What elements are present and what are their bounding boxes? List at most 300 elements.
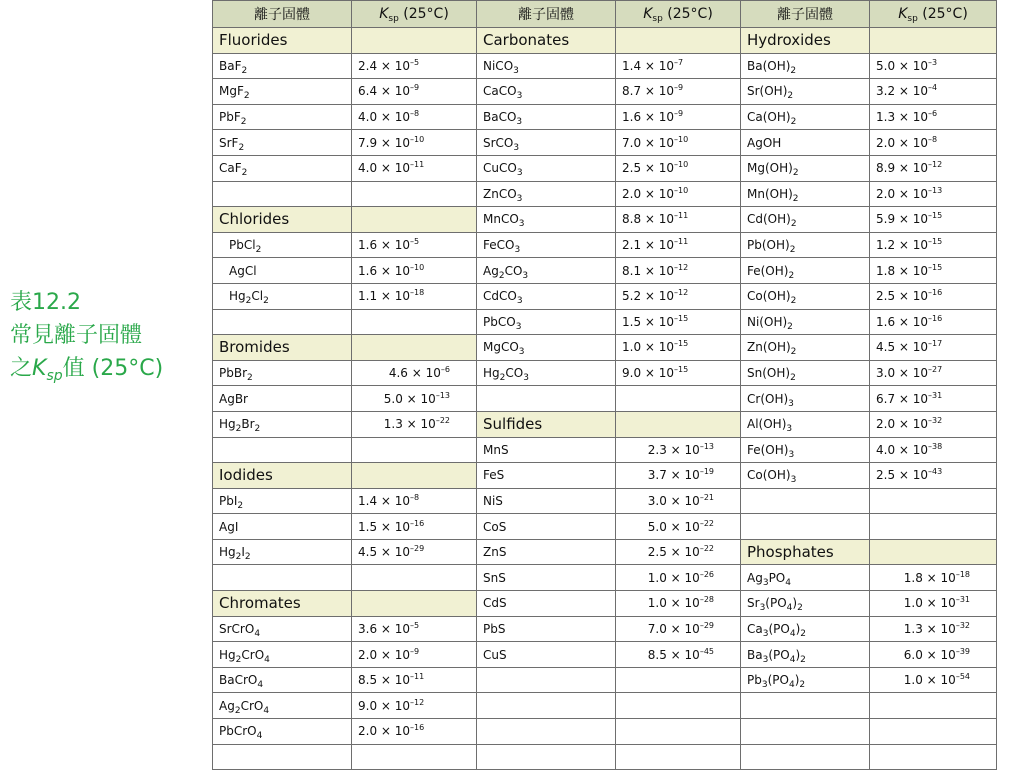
ksp-mantissa: 2.5 bbox=[876, 289, 896, 304]
ksp-exponent: –4 bbox=[928, 83, 938, 93]
compound-formula bbox=[213, 386, 352, 412]
times-sign: × 10 bbox=[922, 596, 956, 611]
empty-cell bbox=[213, 309, 352, 335]
ksp-mantissa: 6.7 bbox=[876, 391, 896, 406]
formula-part: ) bbox=[792, 596, 798, 611]
times-sign: × 10 bbox=[641, 314, 675, 329]
caption-suffix: 值 (25°C) bbox=[62, 356, 164, 381]
formula-subscript: 2 bbox=[241, 65, 248, 76]
ksp-value bbox=[870, 283, 997, 309]
empty-cell bbox=[741, 693, 870, 719]
ksp-temp: (25°C) bbox=[398, 6, 449, 22]
compound-formula bbox=[213, 539, 352, 565]
formula-part: Sr bbox=[747, 596, 760, 611]
ksp-exponent: –32 bbox=[955, 620, 970, 630]
times-sign: × 10 bbox=[666, 493, 700, 508]
formula-subscript: 2 bbox=[245, 296, 252, 307]
ksp-exponent: –26 bbox=[699, 569, 714, 579]
formula-subscript: 3 bbox=[518, 347, 525, 358]
formula-part: ) bbox=[794, 673, 800, 688]
compound-formula bbox=[477, 565, 616, 591]
formula-part: Hg bbox=[219, 545, 236, 560]
ksp-mantissa: 1.6 bbox=[358, 263, 378, 278]
empty-cell bbox=[213, 181, 352, 207]
ksp-mantissa: 8.7 bbox=[622, 84, 642, 99]
compound-formula bbox=[213, 693, 352, 719]
ksp-exponent: –21 bbox=[699, 492, 714, 502]
section-header-filler bbox=[352, 591, 477, 617]
times-sign: × 10 bbox=[641, 366, 675, 381]
times-sign: × 10 bbox=[641, 110, 675, 125]
times-sign: × 10 bbox=[922, 647, 956, 662]
formula-part: PbF bbox=[219, 110, 241, 125]
caption-title: 常見離子固體 bbox=[10, 323, 143, 348]
compound-formula bbox=[477, 539, 616, 565]
compound-formula bbox=[741, 232, 870, 258]
formula-part: AgOH bbox=[747, 135, 782, 150]
section-header-chlorides: Chlorides bbox=[213, 207, 352, 233]
ksp-value bbox=[352, 79, 477, 105]
formula-subscript: 2 bbox=[790, 296, 797, 307]
compound-formula bbox=[741, 335, 870, 361]
ksp-value bbox=[870, 386, 997, 412]
formula-subscript: 2 bbox=[235, 552, 242, 563]
ksp-exponent: –29 bbox=[699, 620, 714, 630]
ksp-mantissa: 2.0 bbox=[876, 186, 896, 201]
ksp-exponent: –5 bbox=[410, 620, 420, 630]
section-header-filler bbox=[352, 207, 477, 233]
ksp-exponent: –6 bbox=[440, 365, 450, 375]
times-sign: × 10 bbox=[377, 84, 411, 99]
empty-cell bbox=[352, 181, 477, 207]
formula-subscript: 2 bbox=[787, 321, 793, 332]
formula-subscript: 4 bbox=[257, 680, 264, 691]
table-row bbox=[213, 79, 997, 105]
table-row bbox=[213, 693, 997, 719]
formula-part: Mn(OH) bbox=[747, 186, 793, 201]
compound-formula bbox=[213, 667, 352, 693]
ksp-value bbox=[352, 539, 477, 565]
compound-formula bbox=[477, 463, 616, 489]
ksp-exponent: –12 bbox=[674, 288, 689, 298]
ksp-mantissa: 1.4 bbox=[358, 493, 378, 508]
ksp-exponent: –54 bbox=[955, 672, 970, 682]
ksp-mantissa: 1.6 bbox=[622, 110, 642, 125]
ksp-mantissa: 2.0 bbox=[358, 724, 378, 739]
times-sign: × 10 bbox=[641, 212, 675, 227]
ksp-mantissa: 1.0 bbox=[647, 570, 667, 585]
formula-subscript: 2 bbox=[790, 373, 796, 384]
ksp-value bbox=[870, 207, 997, 233]
formula-part: ) bbox=[795, 647, 801, 662]
formula-part: (PO bbox=[768, 647, 790, 662]
ksp-exponent: –22 bbox=[435, 416, 450, 426]
formula-part: Ba(OH) bbox=[747, 58, 791, 73]
formula-part: Fe(OH) bbox=[747, 442, 789, 457]
section-header-filler bbox=[352, 463, 477, 489]
section-header-filler bbox=[870, 28, 997, 54]
times-sign: × 10 bbox=[377, 161, 411, 176]
formula-part: AgBr bbox=[219, 391, 248, 406]
times-sign: × 10 bbox=[641, 161, 675, 176]
formula-part: BaCrO bbox=[219, 673, 258, 688]
formula-subscript: 2 bbox=[247, 373, 253, 384]
ksp-exponent: –5 bbox=[410, 237, 420, 247]
caption-table-number: 表12.2 bbox=[10, 290, 81, 315]
compound-formula bbox=[741, 565, 870, 591]
formula-subscript: 2 bbox=[243, 91, 250, 102]
empty-cell bbox=[213, 744, 352, 770]
ksp-exponent: –9 bbox=[410, 646, 420, 656]
ksp-mantissa: 2.0 bbox=[358, 647, 378, 662]
ksp-value bbox=[870, 591, 997, 617]
ksp-exponent: –32 bbox=[928, 416, 943, 426]
ksp-exponent: –8 bbox=[928, 134, 938, 144]
ksp-value bbox=[870, 53, 997, 79]
column-header-compound: 離子固體 bbox=[741, 1, 870, 28]
ksp-exponent: –12 bbox=[410, 697, 425, 707]
formula-subscript: 2 bbox=[792, 193, 799, 204]
compound-formula bbox=[213, 258, 352, 284]
ksp-value bbox=[870, 411, 997, 437]
ksp-mantissa: 2.5 bbox=[647, 545, 667, 560]
formula-part: MnCO bbox=[483, 212, 519, 227]
empty-cell bbox=[477, 667, 616, 693]
formula-subscript: 4 bbox=[789, 654, 796, 665]
ksp-value bbox=[616, 488, 741, 514]
ksp-value bbox=[870, 565, 997, 591]
ksp-k: K bbox=[898, 6, 908, 22]
formula-subscript: 3 bbox=[516, 168, 523, 179]
formula-subscript: 2 bbox=[790, 347, 797, 358]
formula-part: NiCO bbox=[483, 58, 514, 73]
caption-sp: sp bbox=[46, 368, 63, 384]
formula-subscript: 2 bbox=[800, 628, 806, 639]
formula-part: Hg bbox=[219, 417, 236, 432]
ksp-mantissa: 9.0 bbox=[622, 366, 642, 381]
compound-formula bbox=[741, 463, 870, 489]
formula-subscript: 4 bbox=[785, 577, 791, 588]
formula-part: PbCrO bbox=[219, 724, 257, 739]
ksp-value bbox=[870, 463, 997, 489]
ksp-exponent: –43 bbox=[928, 467, 943, 477]
ksp-value bbox=[616, 258, 741, 284]
ksp-value bbox=[870, 79, 997, 105]
compound-formula bbox=[213, 616, 352, 642]
column-header-ksp bbox=[616, 1, 741, 28]
ksp-value bbox=[352, 104, 477, 130]
formula-subscript: 2 bbox=[254, 424, 261, 435]
empty-cell bbox=[477, 719, 616, 745]
formula-subscript: 3 bbox=[759, 603, 766, 614]
ksp-value bbox=[870, 155, 997, 181]
ksp-exponent: –22 bbox=[699, 544, 714, 554]
empty-cell bbox=[352, 309, 477, 335]
times-sign: × 10 bbox=[666, 442, 700, 457]
ksp-mantissa: 9.0 bbox=[358, 698, 378, 713]
empty-cell bbox=[477, 693, 616, 719]
formula-part: PO bbox=[768, 570, 786, 585]
formula-part: FeCO bbox=[483, 238, 515, 253]
formula-part: Cl bbox=[251, 289, 264, 304]
formula-subscript: 2 bbox=[792, 168, 799, 179]
ksp-value bbox=[352, 155, 477, 181]
table-row bbox=[213, 488, 997, 514]
times-sign: × 10 bbox=[922, 621, 956, 636]
formula-part: CaCO bbox=[483, 84, 517, 99]
formula-part: Al(OH) bbox=[747, 417, 787, 432]
formula-part: SrCO bbox=[483, 135, 514, 150]
table-row bbox=[213, 386, 997, 412]
ksp-value bbox=[352, 53, 477, 79]
compound-formula bbox=[477, 616, 616, 642]
table-row bbox=[213, 181, 997, 207]
ksp-sp: sp bbox=[907, 14, 918, 24]
formula-part: (PO bbox=[767, 673, 789, 688]
formula-part: PbCO bbox=[483, 314, 516, 329]
compound-formula bbox=[213, 360, 352, 386]
section-header-bromides: Bromides bbox=[213, 335, 352, 361]
ksp-value bbox=[616, 181, 741, 207]
ksp-exponent: –11 bbox=[410, 160, 425, 170]
formula-part: Ag bbox=[483, 263, 499, 278]
times-sign: × 10 bbox=[666, 570, 700, 585]
ksp-exponent: –10 bbox=[674, 185, 689, 195]
ksp-mantissa: 2.4 bbox=[358, 58, 378, 73]
compound-formula bbox=[477, 514, 616, 540]
ksp-exponent: –22 bbox=[699, 518, 714, 528]
formula-part: I bbox=[241, 545, 245, 560]
ksp-exponent: –16 bbox=[928, 288, 943, 298]
formula-part: Ca bbox=[747, 621, 763, 636]
section-header-fluorides: Fluorides bbox=[213, 28, 352, 54]
ksp-exponent: –11 bbox=[674, 237, 689, 247]
formula-part: Co(OH) bbox=[747, 468, 791, 483]
ksp-mantissa: 2.0 bbox=[622, 186, 642, 201]
ksp-mantissa: 6.0 bbox=[903, 647, 923, 662]
ksp-mantissa: 7.0 bbox=[647, 621, 667, 636]
ksp-exponent: –45 bbox=[699, 646, 714, 656]
ksp-mantissa: 1.3 bbox=[903, 621, 923, 636]
ksp-exponent: –10 bbox=[410, 262, 425, 272]
ksp-mantissa: 3.0 bbox=[876, 366, 896, 381]
formula-subscript: 3 bbox=[515, 321, 522, 332]
compound-formula bbox=[741, 386, 870, 412]
compound-formula bbox=[477, 283, 616, 309]
table-row bbox=[213, 28, 997, 54]
times-sign: × 10 bbox=[895, 417, 929, 432]
ksp-value bbox=[352, 616, 477, 642]
compound-formula bbox=[477, 53, 616, 79]
compound-formula bbox=[477, 642, 616, 668]
formula-subscript: 2 bbox=[799, 680, 806, 691]
ksp-value bbox=[616, 642, 741, 668]
formula-subscript: 2 bbox=[797, 603, 803, 614]
ksp-mantissa: 4.0 bbox=[358, 161, 378, 176]
ksp-mantissa: 5.2 bbox=[622, 289, 642, 304]
times-sign: × 10 bbox=[641, 135, 675, 150]
compound-formula bbox=[741, 79, 870, 105]
formula-subscript: 2 bbox=[790, 65, 797, 76]
formula-part: CrO bbox=[240, 698, 264, 713]
header-row bbox=[213, 1, 997, 28]
ksp-sp: sp bbox=[652, 14, 663, 24]
times-sign: × 10 bbox=[402, 417, 436, 432]
ksp-exponent: –39 bbox=[955, 646, 970, 656]
empty-cell bbox=[870, 693, 997, 719]
times-sign: × 10 bbox=[666, 468, 700, 483]
formula-subscript: 2 bbox=[241, 168, 248, 179]
ksp-value bbox=[870, 258, 997, 284]
formula-subscript: 2 bbox=[263, 296, 269, 307]
ksp-value bbox=[616, 360, 741, 386]
column-header-ksp bbox=[870, 1, 997, 28]
times-sign: × 10 bbox=[895, 391, 929, 406]
ksp-value bbox=[352, 719, 477, 745]
ksp-value bbox=[616, 437, 741, 463]
table-row bbox=[213, 744, 997, 770]
ksp-mantissa: 2.1 bbox=[622, 238, 642, 253]
ksp-value bbox=[616, 207, 741, 233]
empty-cell bbox=[616, 693, 741, 719]
ksp-mantissa: 1.0 bbox=[622, 340, 642, 355]
ksp-mantissa: 5.0 bbox=[876, 58, 896, 73]
ksp-exponent: –38 bbox=[928, 441, 943, 451]
formula-subscript: 3 bbox=[790, 475, 797, 486]
compound-formula bbox=[213, 79, 352, 105]
ksp-value bbox=[870, 309, 997, 335]
table-row bbox=[213, 616, 997, 642]
times-sign: × 10 bbox=[377, 238, 411, 253]
formula-part: NiS bbox=[483, 493, 503, 508]
ksp-value bbox=[352, 130, 477, 156]
compound-formula bbox=[213, 411, 352, 437]
times-sign: × 10 bbox=[402, 391, 436, 406]
ksp-mantissa: 4.0 bbox=[358, 110, 378, 125]
formula-subscript: 4 bbox=[263, 705, 270, 716]
ksp-mantissa: 2.0 bbox=[876, 135, 896, 150]
ksp-value bbox=[870, 642, 997, 668]
formula-part: Cd(OH) bbox=[747, 212, 791, 227]
ksp-value bbox=[616, 335, 741, 361]
compound-formula bbox=[477, 258, 616, 284]
section-header-filler bbox=[616, 411, 741, 437]
ksp-exponent: –12 bbox=[928, 160, 943, 170]
formula-part: Ca(OH) bbox=[747, 110, 791, 125]
formula-part: FeS bbox=[483, 468, 505, 483]
compound-formula bbox=[477, 232, 616, 258]
formula-part: Hg bbox=[483, 366, 500, 381]
column-header-ksp bbox=[352, 1, 477, 28]
times-sign: × 10 bbox=[641, 238, 675, 253]
section-header-hydroxides: Hydroxides bbox=[741, 28, 870, 54]
ksp-exponent: –31 bbox=[955, 595, 970, 605]
formula-part: CO bbox=[505, 366, 524, 381]
formula-subscript: 2 bbox=[244, 552, 251, 563]
compound-formula bbox=[213, 642, 352, 668]
formula-subscript: 3 bbox=[761, 680, 768, 691]
times-sign: × 10 bbox=[666, 596, 700, 611]
ksp-value bbox=[870, 181, 997, 207]
ksp-mantissa: 6.4 bbox=[358, 84, 378, 99]
caption-subtitle bbox=[10, 352, 206, 385]
compound-formula bbox=[741, 642, 870, 668]
table-row bbox=[213, 53, 997, 79]
ksp-mantissa: 5.9 bbox=[876, 212, 896, 227]
compound-formula bbox=[741, 360, 870, 386]
table-row bbox=[213, 565, 997, 591]
compound-formula bbox=[741, 283, 870, 309]
ksp-mantissa: 4.5 bbox=[876, 340, 896, 355]
formula-subscript: 4 bbox=[789, 628, 796, 639]
formula-part: Ag bbox=[747, 570, 763, 585]
compound-formula bbox=[741, 309, 870, 335]
ksp-mantissa: 1.3 bbox=[876, 110, 896, 125]
times-sign: × 10 bbox=[895, 186, 929, 201]
formula-part: CdCO bbox=[483, 289, 517, 304]
compound-formula bbox=[741, 411, 870, 437]
empty-cell bbox=[616, 744, 741, 770]
formula-subscript: 3 bbox=[516, 193, 523, 204]
formula-part: ZnS bbox=[483, 545, 507, 560]
formula-part: Ag bbox=[219, 698, 235, 713]
ksp-mantissa: 7.9 bbox=[358, 135, 378, 150]
table-row bbox=[213, 591, 997, 617]
compound-formula bbox=[741, 437, 870, 463]
ksp-mantissa: 1.2 bbox=[876, 238, 896, 253]
ksp-mantissa: 1.3 bbox=[383, 417, 403, 432]
empty-cell bbox=[616, 386, 741, 412]
compound-formula bbox=[477, 104, 616, 130]
ksp-value bbox=[870, 335, 997, 361]
empty-cell bbox=[870, 488, 997, 514]
table-row bbox=[213, 130, 997, 156]
ksp-exponent: –11 bbox=[674, 211, 689, 221]
compound-formula bbox=[741, 591, 870, 617]
ksp-exponent: –15 bbox=[674, 339, 689, 349]
ksp-mantissa: 8.5 bbox=[647, 647, 667, 662]
times-sign: × 10 bbox=[377, 724, 411, 739]
times-sign: × 10 bbox=[641, 263, 675, 278]
ksp-value bbox=[616, 591, 741, 617]
ksp-mantissa: 4.0 bbox=[876, 442, 896, 457]
formula-part: Cr(OH) bbox=[747, 391, 789, 406]
formula-part: Pb(OH) bbox=[747, 238, 790, 253]
ksp-value bbox=[352, 693, 477, 719]
formula-subscript: 3 bbox=[516, 296, 523, 307]
table-row bbox=[213, 539, 997, 565]
ksp-exponent: –31 bbox=[928, 390, 943, 400]
empty-cell bbox=[213, 437, 352, 463]
ksp-exponent: –16 bbox=[928, 313, 943, 323]
formula-subscript: 3 bbox=[513, 65, 519, 76]
ksp-mantissa: 2.5 bbox=[622, 161, 642, 176]
formula-part: SnS bbox=[483, 570, 506, 585]
formula-part: Zn(OH) bbox=[747, 340, 791, 355]
formula-subscript: 2 bbox=[237, 500, 244, 511]
table-row bbox=[213, 667, 997, 693]
formula-part: ZnCO bbox=[483, 186, 517, 201]
compound-formula bbox=[213, 514, 352, 540]
formula-part: MgCO bbox=[483, 340, 519, 355]
ksp-exponent: –12 bbox=[674, 262, 689, 272]
ksp-mantissa: 1.8 bbox=[903, 570, 927, 585]
ksp-k: K bbox=[643, 6, 653, 22]
formula-part: CO bbox=[504, 263, 523, 278]
compound-formula bbox=[477, 309, 616, 335]
formula-subscript: 2 bbox=[255, 245, 262, 256]
caption-prefix: 之 bbox=[10, 356, 33, 381]
